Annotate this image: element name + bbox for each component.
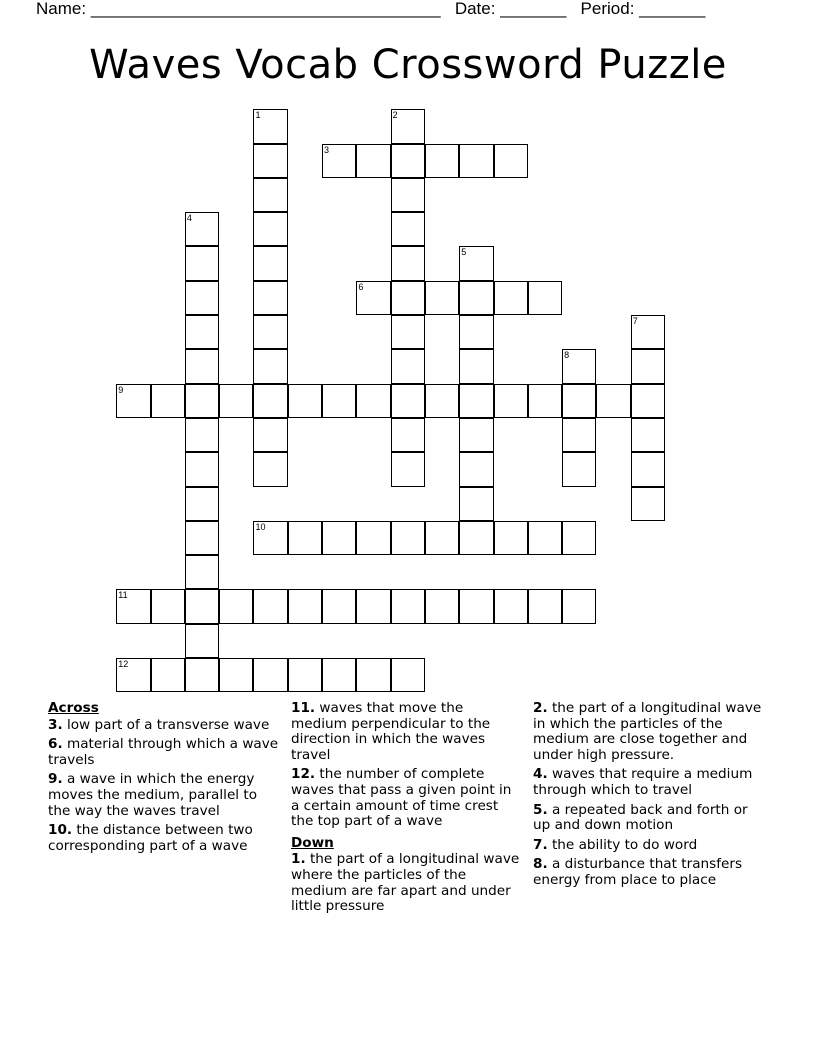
- clue-down-2: 2. the part of a longitudinal wave in which the particles of the medium are close together and under high pressure.: [533, 700, 762, 763]
- grid-cell[interactable]: [185, 555, 219, 589]
- grid-cell[interactable]: [219, 589, 253, 623]
- grid-cell[interactable]: [391, 418, 425, 452]
- grid-cell[interactable]: [459, 144, 493, 178]
- clue-number: 7: [632, 316, 638, 327]
- grid-cell[interactable]: [185, 246, 219, 280]
- clue-number: 11: [118, 590, 128, 601]
- grid-cell[interactable]: [459, 418, 493, 452]
- clue-column-2: [291, 701, 523, 919]
- clue-down-5: 5. a repeated back and forth or up and down motion: [533, 801, 748, 834]
- grid-cell[interactable]: [185, 384, 219, 418]
- clue-across-9: 9. a wave in which the energy moves the medium, parallel to the way the waves travel: [48, 771, 258, 819]
- clue-down-8: 8. a disturbance that transfers energy from place to place: [533, 856, 743, 888]
- grid-cell[interactable]: [356, 384, 390, 418]
- grid-cell[interactable]: [425, 589, 459, 623]
- grid-cell[interactable]: [596, 384, 630, 418]
- grid-cell[interactable]: [253, 521, 287, 555]
- grid-cell[interactable]: [631, 452, 665, 486]
- grid-cell[interactable]: [253, 418, 287, 452]
- grid-cell[interactable]: [253, 144, 287, 178]
- grid-cell[interactable]: [185, 315, 219, 349]
- grid-cell[interactable]: [253, 452, 287, 486]
- clue-number: 10: [255, 521, 266, 532]
- clue-number: 3: [324, 144, 330, 155]
- grid-cell[interactable]: [116, 589, 150, 623]
- clue-number: 2: [392, 110, 398, 121]
- grid-cell[interactable]: [185, 624, 219, 658]
- grid-cell[interactable]: [528, 521, 562, 555]
- grid-cell[interactable]: [356, 281, 390, 315]
- clue-number: 5: [461, 247, 467, 258]
- grid-cell[interactable]: [391, 315, 425, 349]
- grid-cell[interactable]: [391, 212, 425, 246]
- clue-number: 9: [118, 384, 124, 395]
- grid-cell[interactable]: [459, 384, 493, 418]
- grid-cell[interactable]: [253, 212, 287, 246]
- grid-cell[interactable]: [631, 487, 665, 521]
- grid-cell[interactable]: [391, 658, 425, 692]
- grid-cell[interactable]: [494, 144, 528, 178]
- grid-cell[interactable]: [494, 384, 528, 418]
- clue-across-10: 10. the distance between two corresponding part of a wave: [48, 822, 253, 854]
- grid-cell[interactable]: [459, 246, 493, 280]
- grid-cell[interactable]: [356, 144, 390, 178]
- grid-cell[interactable]: [459, 315, 493, 349]
- grid-cell[interactable]: [151, 658, 185, 692]
- grid-cell[interactable]: [459, 589, 493, 623]
- grid-cell[interactable]: [356, 521, 390, 555]
- grid-cell[interactable]: [288, 384, 322, 418]
- grid-cell[interactable]: [391, 589, 425, 623]
- grid-cell[interactable]: [528, 384, 562, 418]
- grid-cell[interactable]: [253, 178, 287, 212]
- across-heading: Across: [48, 700, 99, 716]
- grid-cell[interactable]: [219, 384, 253, 418]
- grid-cell[interactable]: [425, 521, 459, 555]
- grid-cell[interactable]: [356, 589, 390, 623]
- clue-column-1: [48, 701, 280, 858]
- grid-cell[interactable]: [185, 589, 219, 623]
- grid-cell[interactable]: [116, 658, 150, 692]
- grid-cell[interactable]: [253, 349, 287, 383]
- grid-cell[interactable]: [494, 589, 528, 623]
- grid-cell[interactable]: [562, 349, 596, 383]
- grid-cell[interactable]: [459, 521, 493, 555]
- page-title: Waves Vocab Crossword Puzzle: [89, 42, 727, 88]
- grid-cell[interactable]: [562, 418, 596, 452]
- grid-cell[interactable]: [562, 521, 596, 555]
- clue-column-3: [533, 701, 765, 893]
- grid-cell[interactable]: [391, 349, 425, 383]
- grid-cell[interactable]: [425, 144, 459, 178]
- clue-down-4: 4. waves that require a medium through which to travel: [533, 766, 753, 798]
- grid-cell[interactable]: [185, 487, 219, 521]
- grid-cell[interactable]: [253, 384, 287, 418]
- grid-cell[interactable]: [185, 281, 219, 315]
- grid-cell[interactable]: [322, 589, 356, 623]
- header: [36, 0, 705, 20]
- grid-cell[interactable]: [391, 109, 425, 143]
- grid-cell[interactable]: [459, 487, 493, 521]
- grid-cell[interactable]: [494, 521, 528, 555]
- grid-cell[interactable]: [391, 144, 425, 178]
- clue-number: 4: [186, 213, 192, 224]
- grid-cell[interactable]: [185, 521, 219, 555]
- clue-number: 8: [564, 350, 570, 361]
- grid-cell[interactable]: [459, 281, 493, 315]
- grid-cell[interactable]: [425, 384, 459, 418]
- grid-cell[interactable]: [631, 349, 665, 383]
- grid-cell[interactable]: [253, 315, 287, 349]
- clue-across-11: 11. waves that move the medium perpendicular to the direction in which the waves travel: [291, 700, 491, 763]
- grid-cell[interactable]: [116, 384, 150, 418]
- grid-cell[interactable]: [253, 281, 287, 315]
- period-field[interactable]: _______: [639, 0, 706, 18]
- grid-cell[interactable]: [425, 281, 459, 315]
- clue-down-7: 7. the ability to do word: [533, 836, 698, 853]
- grid-cell[interactable]: [288, 521, 322, 555]
- grid-cell[interactable]: [494, 281, 528, 315]
- grid-cell[interactable]: [322, 658, 356, 692]
- clue-down-1: 1. the part of a longitudinal wave where the particles of the medium are far apart and under little pressure: [291, 851, 520, 915]
- grid-cell[interactable]: [391, 384, 425, 418]
- grid-cell[interactable]: [631, 315, 665, 349]
- period-label: Period:: [580, 0, 635, 18]
- grid-cell[interactable]: [185, 452, 219, 486]
- grid-cell[interactable]: [322, 384, 356, 418]
- grid-cell[interactable]: [562, 589, 596, 623]
- grid-cell[interactable]: [528, 589, 562, 623]
- grid-cell[interactable]: [562, 384, 596, 418]
- grid-cell[interactable]: [151, 384, 185, 418]
- grid-cell[interactable]: [151, 589, 185, 623]
- grid-cell[interactable]: [391, 281, 425, 315]
- name-field[interactable]: _____________________________________: [90, 0, 441, 18]
- grid-cell[interactable]: [185, 212, 219, 246]
- grid-cell[interactable]: [391, 246, 425, 280]
- grid-cell[interactable]: [185, 658, 219, 692]
- grid-cell[interactable]: [631, 384, 665, 418]
- grid-cell[interactable]: [322, 521, 356, 555]
- clue-number: 1: [255, 110, 261, 121]
- grid-cell[interactable]: [391, 521, 425, 555]
- date-field[interactable]: _______: [500, 0, 567, 18]
- grid-cell[interactable]: [562, 452, 596, 486]
- grid-cell[interactable]: [391, 178, 425, 212]
- grid-cell[interactable]: [528, 281, 562, 315]
- grid-cell[interactable]: [631, 418, 665, 452]
- grid-cell[interactable]: [253, 589, 287, 623]
- grid-cell[interactable]: [288, 589, 322, 623]
- grid-cell[interactable]: [253, 109, 287, 143]
- grid-cell[interactable]: [253, 658, 287, 692]
- clue-number: 12: [118, 659, 129, 670]
- grid-cell[interactable]: [253, 246, 287, 280]
- down-heading: Down: [291, 834, 334, 851]
- clue-across-6: 6. material through which a wave travels: [48, 736, 279, 768]
- grid-cell[interactable]: [459, 349, 493, 383]
- clue-number: 6: [358, 281, 364, 292]
- grid-cell[interactable]: [185, 418, 219, 452]
- grid-cell[interactable]: [356, 658, 390, 692]
- grid-cell[interactable]: [459, 452, 493, 486]
- grid-cell[interactable]: [322, 144, 356, 178]
- grid-cell[interactable]: [185, 349, 219, 383]
- clue-across-12: 12. the number of complete waves that pass a given point in a certain amount of time crest the top part of a wave: [291, 766, 512, 830]
- grid-cell[interactable]: [391, 452, 425, 486]
- name-label: Name:: [36, 0, 87, 18]
- clue-across-3: 3. low part of a transverse wave: [48, 716, 270, 733]
- grid-cell[interactable]: [219, 658, 253, 692]
- date-label: Date:: [454, 0, 496, 18]
- grid-cell[interactable]: [288, 658, 322, 692]
